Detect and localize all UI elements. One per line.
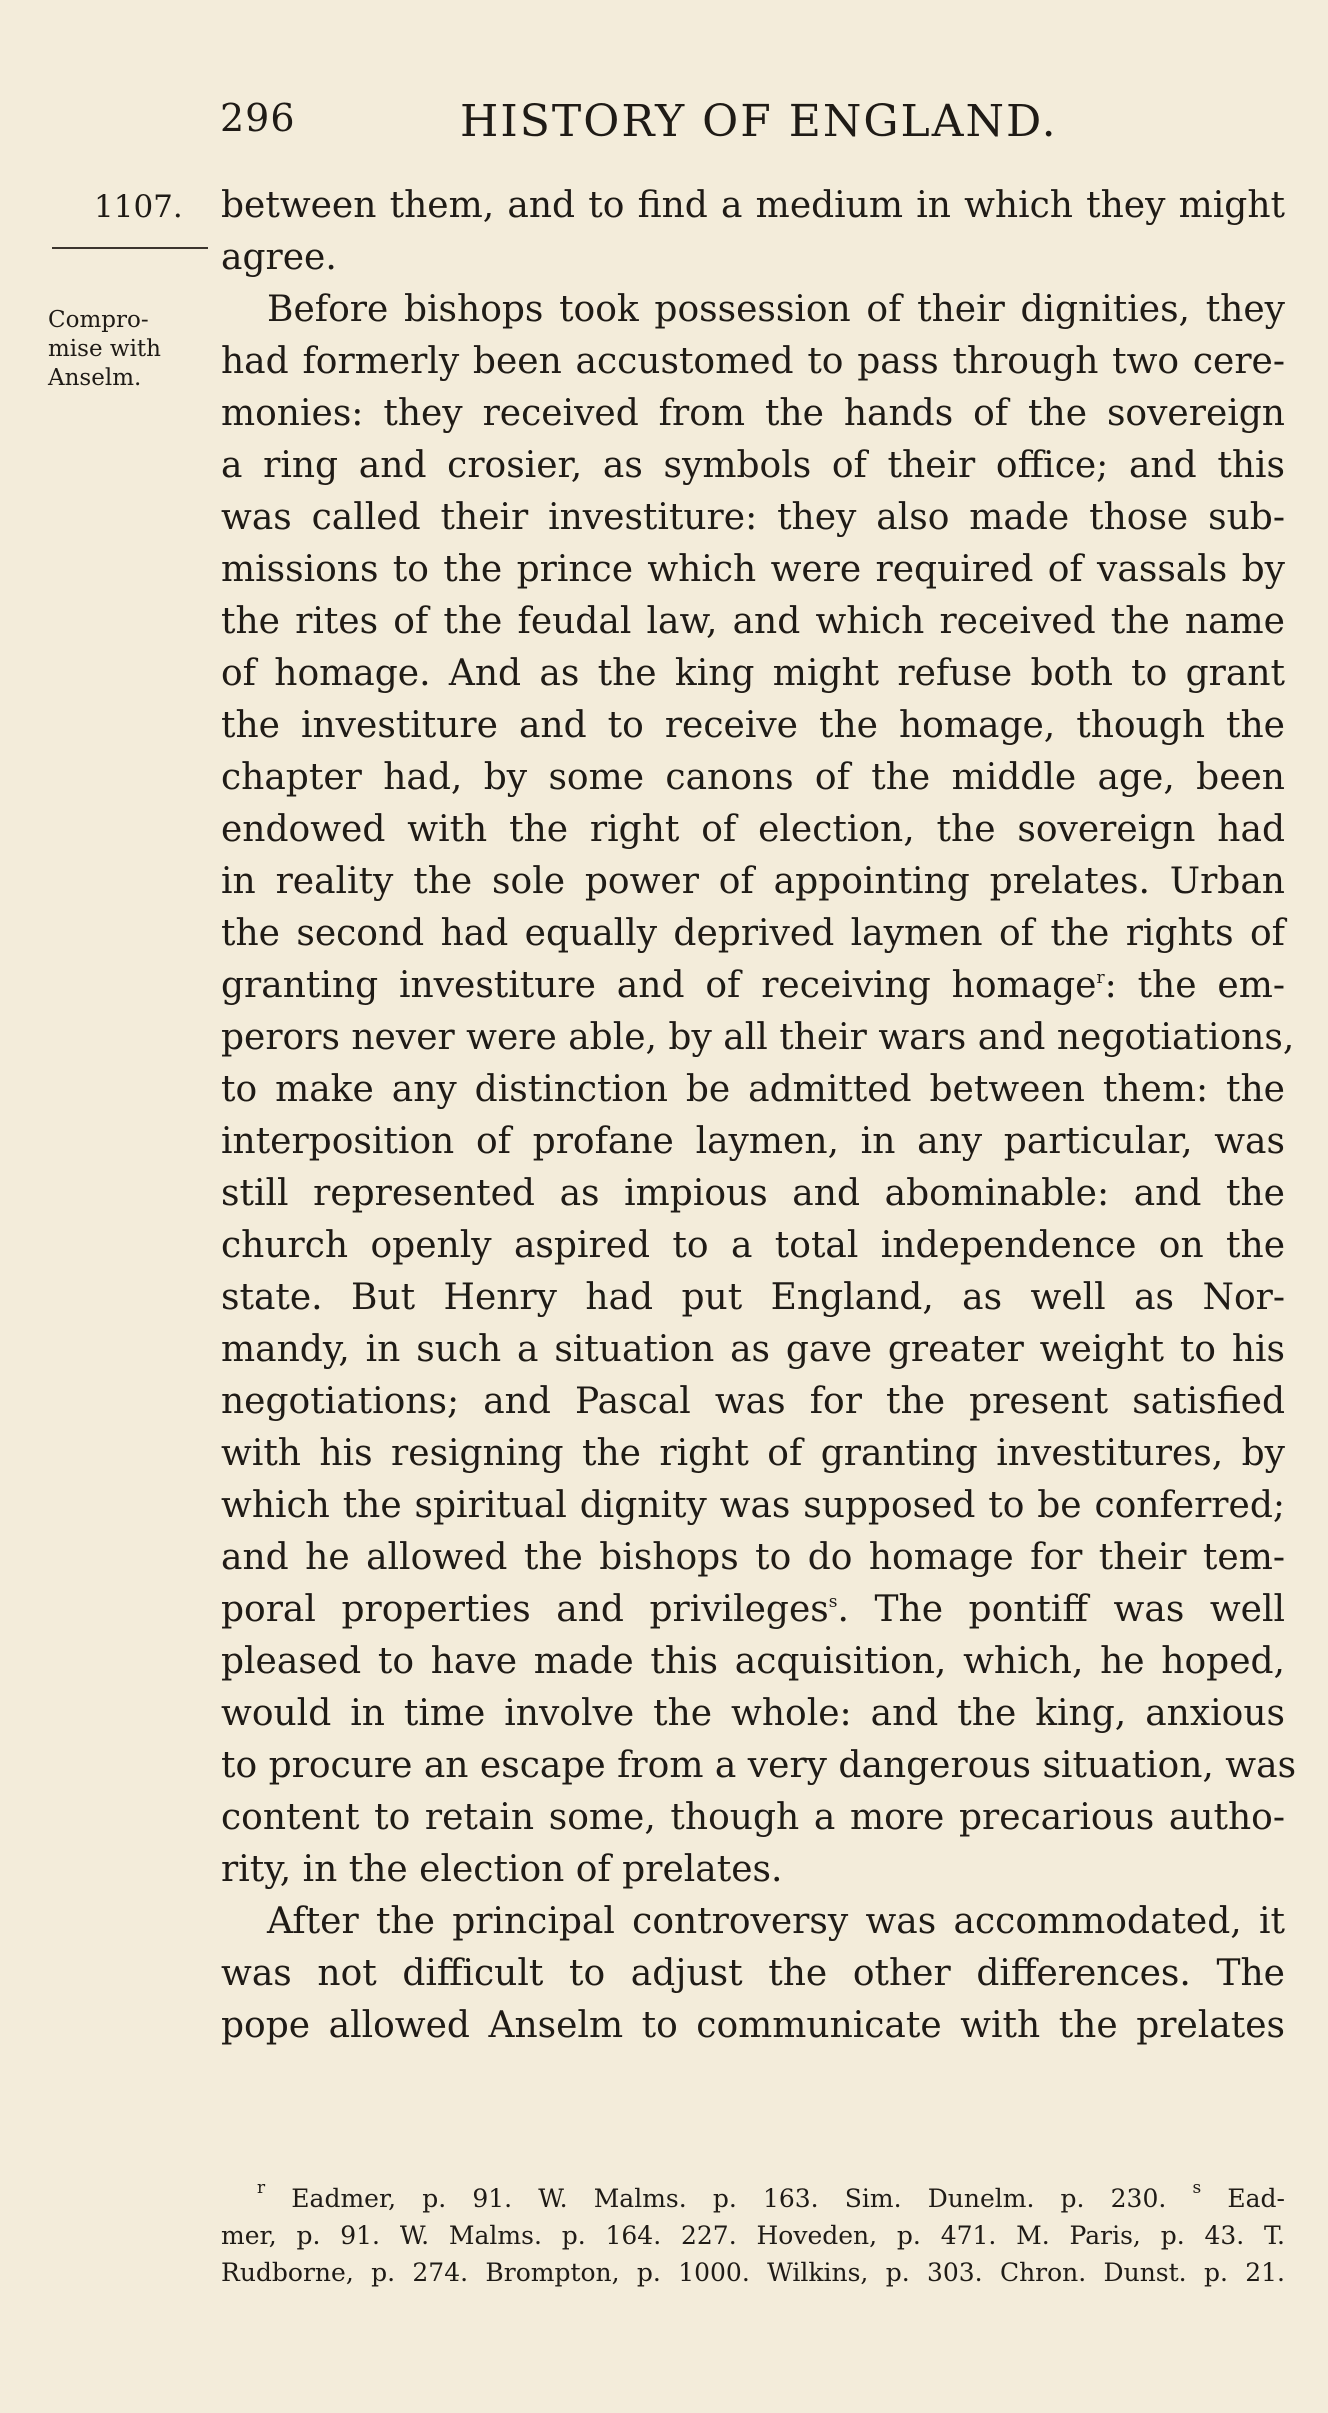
text-line: negotiations; and Pascal was for the present satisfied: [221, 1381, 1285, 1422]
text-line: chapter had, by some canons of the middle age, been: [221, 757, 1285, 798]
footnote-line: [221, 2180, 1285, 2217]
footnote-line: mer, p. 91. W. Malms. p. 164. 227. Hoveden, p. 471. M. Paris, p. 43. T.: [221, 2221, 1285, 2250]
page-number: 296: [220, 96, 296, 140]
text-line: to procure an escape from a very dangerous situation, was: [221, 1745, 1297, 1786]
text-line: church openly aspired to a total independence on the: [221, 1225, 1285, 1266]
text-line: still represented as impious and abominable: and the: [221, 1173, 1285, 1214]
text-line: interposition of profane laymen, in any particular, was: [221, 1121, 1285, 1162]
text-line: Before bishops took possession of their dignities, they: [267, 289, 1285, 330]
text-line: a ring and crosier, as symbols of their office; and this: [221, 445, 1285, 486]
footnote-ref-r: r: [1096, 968, 1105, 988]
text-line: the rites of the feudal law, and which received the name: [221, 601, 1285, 642]
text-line: of homage. And as the king might refuse both to grant: [221, 653, 1285, 694]
margin-divider: [52, 247, 208, 249]
margin-note: [48, 306, 208, 393]
page-header: [220, 96, 1288, 156]
running-title: HISTORY OF ENGLAND.: [460, 96, 1058, 147]
text-line: mandy, in such a situation as gave greater weight to his: [221, 1329, 1285, 1370]
text-line: missions to the prince which were required of vassals by: [221, 549, 1285, 590]
text-line: between them, and to find a medium in which they might: [221, 185, 1285, 226]
text-line-with-footnote: [221, 1584, 1285, 1636]
footnote-text: Eadmer, p. 91. W. Malms. p. 163. Sim. Dunelm. p. 230.: [291, 2184, 1167, 2213]
text-line: pleased to have made this acquisition, which, he hoped,: [221, 1641, 1285, 1682]
text-line: monies: they received from the hands of the sovereign: [221, 393, 1285, 434]
text-line: had formerly been accustomed to pass through two cere-: [221, 341, 1285, 382]
text-line: agree.: [221, 237, 337, 278]
text-line: the second had equally deprived laymen of the rights of: [221, 913, 1285, 954]
footnote-marker-r: r: [257, 2178, 266, 2198]
text-line: to make any distinction be admitted between them: the: [221, 1069, 1285, 1110]
footnote-text: Ead-: [1227, 2184, 1285, 2213]
text-line-part: poral properties and privileges: [221, 1589, 829, 1630]
text-line: state. But Henry had put England, as well as Nor-: [221, 1277, 1285, 1318]
text-line: pope allowed Anselm to communicate with the prelates: [221, 2005, 1285, 2046]
text-line: with his resigning the right of granting investitures, by: [221, 1433, 1285, 1474]
text-line: in reality the sole power of appointing prelates. Urban: [221, 861, 1285, 902]
main-text: [221, 180, 1297, 2052]
text-line-part: granting investiture and of receiving homage: [221, 965, 1097, 1006]
footnotes: [221, 2180, 1285, 2291]
text-line: was not difficult to adjust the other differences. The: [221, 1953, 1285, 1994]
text-line: rity, in the election of prelates.: [221, 1849, 783, 1890]
text-line: the investiture and to receive the homage, though the: [221, 705, 1285, 746]
text-line-part: . The pontiff was well: [837, 1589, 1286, 1630]
margin-note-line: mise with: [48, 336, 161, 362]
text-line: endowed with the right of election, the sovereign had: [221, 809, 1285, 850]
text-line: and he allowed the bishops to do homage for their tem-: [221, 1537, 1285, 1578]
text-line: perors never were able, by all their wars and negotiations,: [221, 1017, 1295, 1058]
margin-note-line: Anselm.: [48, 365, 142, 391]
text-line: was called their investiture: they also made those sub-: [221, 497, 1285, 538]
margin-year: 1107.: [94, 189, 183, 225]
footnote-marker-s: s: [1192, 2178, 1202, 2198]
text-line: After the principal controversy was accommodated, it: [267, 1901, 1285, 1942]
text-line-with-footnote: [221, 960, 1285, 1012]
text-line: content to retain some, though a more precarious autho-: [221, 1797, 1285, 1838]
footnote-line: Rudborne, p. 274. Brompton, p. 1000. Wilkins, p. 303. Chron. Dunst. p. 21.: [221, 2258, 1285, 2287]
text-line: which the spiritual dignity was supposed to be conferred;: [221, 1485, 1285, 1526]
text-line: would in time involve the whole: and the king, anxious: [221, 1693, 1285, 1734]
footnote-ref-s: s: [828, 1592, 838, 1612]
text-line-part: : the em-: [1104, 965, 1286, 1006]
margin-note-line: Compro-: [48, 307, 149, 333]
